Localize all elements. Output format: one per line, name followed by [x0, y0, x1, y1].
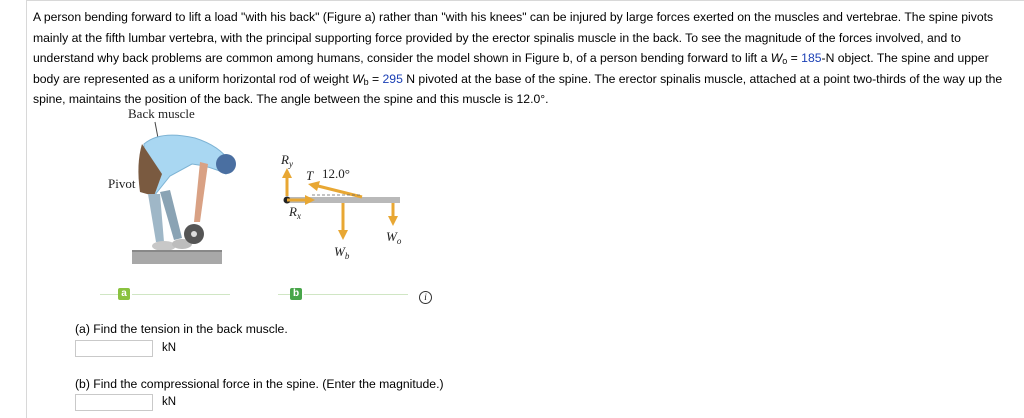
- figure-b-tab[interactable]: b: [290, 288, 302, 300]
- question-a: (a) Find the tension in the back muscle.: [75, 322, 288, 336]
- back-muscle-label: Back muscle: [128, 106, 195, 121]
- divider-a-left: [100, 294, 118, 295]
- wb-value: 295: [382, 71, 403, 86]
- answer-b-unit: kN: [162, 396, 177, 408]
- answer-b-input[interactable]: [75, 394, 153, 411]
- problem-statement: A person bending forward to lift a load "with his back" (Figure a) rather than "with his knees" can be injured by large forces exerted on the muscles and vertebrae. The spine pivots mainly at the fifth lumbar vertebra, with the principal supporting force provided by the erector spinalis muscle in the back. To see the magnitude of the forces involved, and to understand why back problems are common among humans, consider the model shown in Figure b, of a person bending forward to lift a $W_o = 185-N$ object. The spine and upper body are represented as a uniform horizontal rod of weight $W_b = 295$ N pivoted at the base of the spine. The erector spinalis muscle, attached at a point two-thirds of the way up the spine, maintains the position of the back. The angle between the spine and this muscle is 12.0°.: [33, 10, 1003, 107]
- answer-a-unit: kN: [162, 342, 177, 354]
- angle-label: 12.0°: [322, 166, 350, 181]
- divider-b-left: [278, 294, 290, 295]
- divider-a-right: [132, 294, 230, 295]
- wo-value: 185: [801, 51, 822, 66]
- ry-label: $R_y$: [281, 152, 293, 169]
- free-body-diagram: [280, 152, 402, 261]
- answer-a-input[interactable]: [75, 340, 153, 357]
- rx-label: $R_x$: [289, 204, 301, 221]
- question-b: (b) Find the compressional force in the spine. (Enter the magnitude.): [75, 377, 444, 391]
- figure-a-tab[interactable]: a: [118, 288, 130, 300]
- wo-label: $W_o$: [386, 229, 402, 246]
- divider-b-right: [304, 294, 408, 295]
- problem-figure: [100, 104, 430, 289]
- info-icon[interactable]: i: [419, 291, 432, 304]
- wb-label: $W_b$: [334, 244, 350, 261]
- t-label: T: [306, 168, 314, 183]
- person-illustration: [132, 135, 236, 264]
- pivot-label: Pivot: [108, 176, 136, 191]
